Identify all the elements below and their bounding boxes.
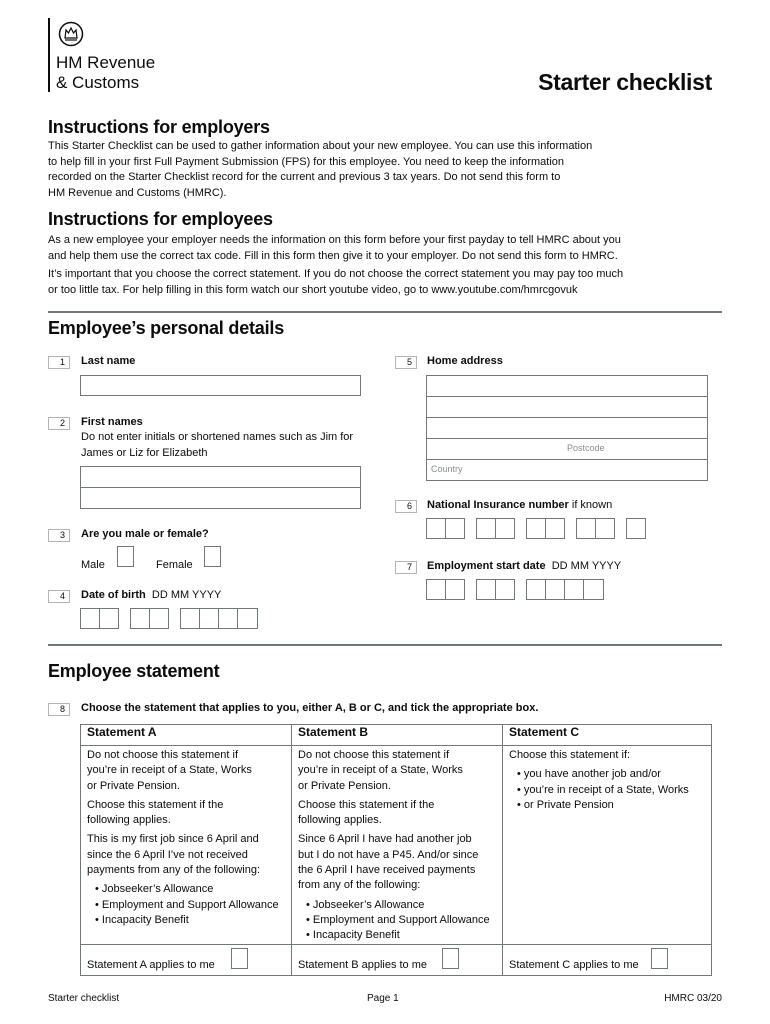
statement-a-body <box>81 746 292 945</box>
statement-a-title: Statement A <box>81 725 292 746</box>
statement-b-para <box>298 748 496 794</box>
male-label: Male <box>81 559 105 571</box>
statement-table <box>80 724 712 976</box>
statement-a-checkbox[interactable] <box>231 948 248 969</box>
ni-box-3[interactable] <box>476 518 496 539</box>
start-year-2[interactable] <box>545 579 565 600</box>
statement-c-body <box>503 746 712 945</box>
employees-line: or too little tax. For help filling in this form watch our short youtube video, go to www.youtube.com/hmrcgovuk <box>48 283 578 296</box>
statement-b-para <box>298 798 496 829</box>
text-line: Since 6 April I have had another job <box>298 833 472 846</box>
hint-line: Do not enter initials or shortened names such as Jim for <box>81 431 354 443</box>
employers-line: recorded on the Starter Checklist record for the current and previous 3 tax years. Do not send this form to <box>48 171 561 183</box>
employees-heading: Instructions for employees <box>48 209 273 229</box>
question-number: 1 <box>48 356 70 369</box>
bullet-item: • Incapacity Benefit <box>306 928 496 943</box>
statement-heading: Employee statement <box>48 661 220 681</box>
text-line: or Private Pension. <box>87 779 180 792</box>
employers-line: This Starter Checklist can be used to gather information about your new employee. You can use this information <box>48 140 593 152</box>
statement-b-bullets <box>298 898 496 944</box>
statement-c-bullets <box>509 767 705 813</box>
statement-a-para <box>87 798 285 829</box>
statement-a-para <box>87 748 285 794</box>
ni-box-7[interactable] <box>576 518 596 539</box>
statement-c-checkbox[interactable] <box>651 948 668 969</box>
statement-c-applies-label: Statement C applies to me <box>509 958 639 971</box>
bullet-item: • Employment and Support Allowance <box>95 898 285 913</box>
home-address-label: Home address <box>427 355 503 367</box>
statement-b-applies-label: Statement B applies to me <box>298 958 428 971</box>
ni-box-9[interactable] <box>626 518 646 539</box>
last-name-label: Last name <box>81 355 136 367</box>
question-number: 5 <box>395 356 417 369</box>
dob-day-1[interactable] <box>80 608 100 629</box>
statement-b-applies-cell <box>292 944 503 975</box>
dob-format: DD MM YYYY <box>151 589 222 601</box>
employers-text <box>48 139 728 201</box>
question-number: 2 <box>48 417 70 430</box>
statement-table-body <box>81 746 712 945</box>
section-divider <box>48 644 722 646</box>
gender-label: Are you male or female? <box>81 528 209 540</box>
footer-right: HMRC 03/20 <box>664 993 722 1004</box>
start-date-label <box>427 560 621 572</box>
ni-number-label <box>427 499 612 511</box>
employees-para2 <box>48 267 738 298</box>
org-name-line1: HM Revenue <box>56 53 156 72</box>
text-line: Choose this statement if the <box>87 798 224 811</box>
start-day-1[interactable] <box>426 579 446 600</box>
start-date-label-text: Employment start date <box>427 560 546 572</box>
statement-c-title: Statement C <box>503 725 712 746</box>
female-label: Female <box>156 559 193 571</box>
statement-a-applies-label: Statement A applies to me <box>87 958 215 971</box>
section-divider <box>48 311 722 313</box>
ni-box-2[interactable] <box>445 518 465 539</box>
text-line: Do not choose this statement if <box>298 749 450 761</box>
dob-month-1[interactable] <box>130 608 150 629</box>
start-month-2[interactable] <box>495 579 515 600</box>
text-line: or Private Pension. <box>298 779 391 792</box>
footer-page: Page 1 <box>367 993 399 1004</box>
text-line: Choose this statement if: <box>509 749 631 761</box>
text-line: following applies. <box>87 814 171 827</box>
bullet-continuation <box>517 798 705 813</box>
employees-line: It’s important that you choose the correct statement. If you do not choose the correct statement you may pay too much <box>48 268 624 280</box>
statement-b-body <box>292 746 503 945</box>
last-name-input[interactable] <box>80 375 361 396</box>
question-number: 3 <box>48 529 70 542</box>
question-number: 6 <box>395 500 417 513</box>
statement-b-checkbox[interactable] <box>442 948 459 969</box>
address-line-1[interactable] <box>426 375 708 397</box>
dob-label-text: Date of birth <box>81 589 146 601</box>
text-line: you’re in receipt of a State, Works <box>87 764 252 777</box>
statement-question-label: Choose the statement that applies to you, either A, B or C, and tick the appropriate box. <box>81 702 539 714</box>
address-line-2[interactable] <box>426 396 708 418</box>
personal-heading: Employee’s personal details <box>48 318 285 338</box>
bullet-item: • Jobseeker’s Allowance <box>306 898 496 913</box>
employers-heading: Instructions for employers <box>48 117 270 137</box>
dob-year-1[interactable] <box>180 608 200 629</box>
text-line: payments from any of the following: <box>87 864 261 877</box>
dob-month-2[interactable] <box>149 608 169 629</box>
start-date-format: DD MM YYYY <box>551 560 622 572</box>
logo-rule <box>48 18 50 92</box>
question-number: 7 <box>395 561 417 574</box>
ni-box-6[interactable] <box>545 518 565 539</box>
start-year-3[interactable] <box>564 579 584 600</box>
ni-label-text: National Insurance number <box>427 499 569 511</box>
ni-box-4[interactable] <box>495 518 515 539</box>
statement-a-bullets <box>87 882 285 928</box>
statement-c-para <box>509 748 705 763</box>
employers-line: HM Revenue and Customs (HMRC). <box>48 186 227 199</box>
first-names-hint <box>81 430 371 461</box>
male-checkbox[interactable] <box>117 546 134 567</box>
statement-c-applies-cell <box>503 944 712 975</box>
hint-line: James or Liz for Elizabeth <box>81 446 208 459</box>
question-number: 4 <box>48 590 70 603</box>
bullet-item: • Incapacity Benefit <box>95 913 285 928</box>
bullet-item: • Employment and Support Allowance <box>306 913 496 928</box>
dob-year-4[interactable] <box>237 608 258 629</box>
text-line: This is my first job since 6 April and <box>87 833 259 846</box>
start-year-1[interactable] <box>526 579 546 600</box>
crown-crest-icon <box>58 20 84 48</box>
bullet-item: • you’re in receipt of a State, Works <box>517 783 705 798</box>
employers-line: to help fill in your first Full Payment Submission (FPS) for this employee. You need to keep the information <box>48 155 565 168</box>
text-line: you’re in receipt of a State, Works <box>298 764 463 777</box>
employees-line: and help them use the correct tax code. Fill in this form then give it to your employer. Do not send this form to HMRC. <box>48 249 618 262</box>
dob-year-2[interactable] <box>199 608 219 629</box>
employees-para1 <box>48 233 738 264</box>
page-title: Starter checklist <box>538 69 712 95</box>
ni-box-5[interactable] <box>526 518 546 539</box>
start-month-1[interactable] <box>476 579 496 600</box>
female-checkbox[interactable] <box>204 546 221 567</box>
country-placeholder: Country <box>431 464 463 474</box>
first-names-input-1[interactable] <box>80 466 361 488</box>
org-name-line2: & Customs <box>56 73 140 92</box>
text-line: the 6 April I have received payments <box>298 864 476 877</box>
dob-label <box>81 589 221 601</box>
logo <box>48 18 188 94</box>
employees-line: As a new employee your employer needs the information on this form before your first payday to tell HMRC about you <box>48 234 621 246</box>
dob-year-3[interactable] <box>218 608 238 629</box>
ni-box-1[interactable] <box>426 518 446 539</box>
country-input[interactable] <box>426 459 708 481</box>
footer-left: Starter checklist <box>48 993 120 1004</box>
address-line-3[interactable] <box>426 417 708 439</box>
text-line: following applies. <box>298 814 382 827</box>
text-line: Do not choose this statement if <box>87 749 239 761</box>
ni-label-suffix: if known <box>571 499 613 511</box>
text-line: but I do not have a P45. And/or since <box>298 848 479 861</box>
statement-b-para <box>298 832 496 893</box>
postcode-input[interactable] <box>426 438 708 460</box>
statement-a-para <box>87 832 285 878</box>
dob-day-2[interactable] <box>99 608 119 629</box>
ni-box-8[interactable] <box>595 518 615 539</box>
bullet-item: • Jobseeker’s Allowance <box>95 882 285 897</box>
statement-a-applies-cell <box>81 944 292 975</box>
postcode-placeholder: Postcode <box>567 443 605 453</box>
text-line: since the 6 April I’ve not received <box>87 848 248 861</box>
text-line: Choose this statement if the <box>298 798 435 811</box>
start-year-4[interactable] <box>583 579 604 600</box>
statement-b-title: Statement B <box>292 725 503 746</box>
bullet-continuation-text: or Private Pension <box>523 798 614 811</box>
bullet-item: • you have another job and/or <box>517 767 705 782</box>
first-names-label: First names <box>81 416 143 428</box>
first-names-input-2[interactable] <box>80 487 361 509</box>
text-line: from any of the following: <box>298 879 421 892</box>
statement-table-footer <box>81 944 712 975</box>
statement-table-header <box>81 725 712 746</box>
start-day-2[interactable] <box>445 579 465 600</box>
question-number: 8 <box>48 703 70 716</box>
